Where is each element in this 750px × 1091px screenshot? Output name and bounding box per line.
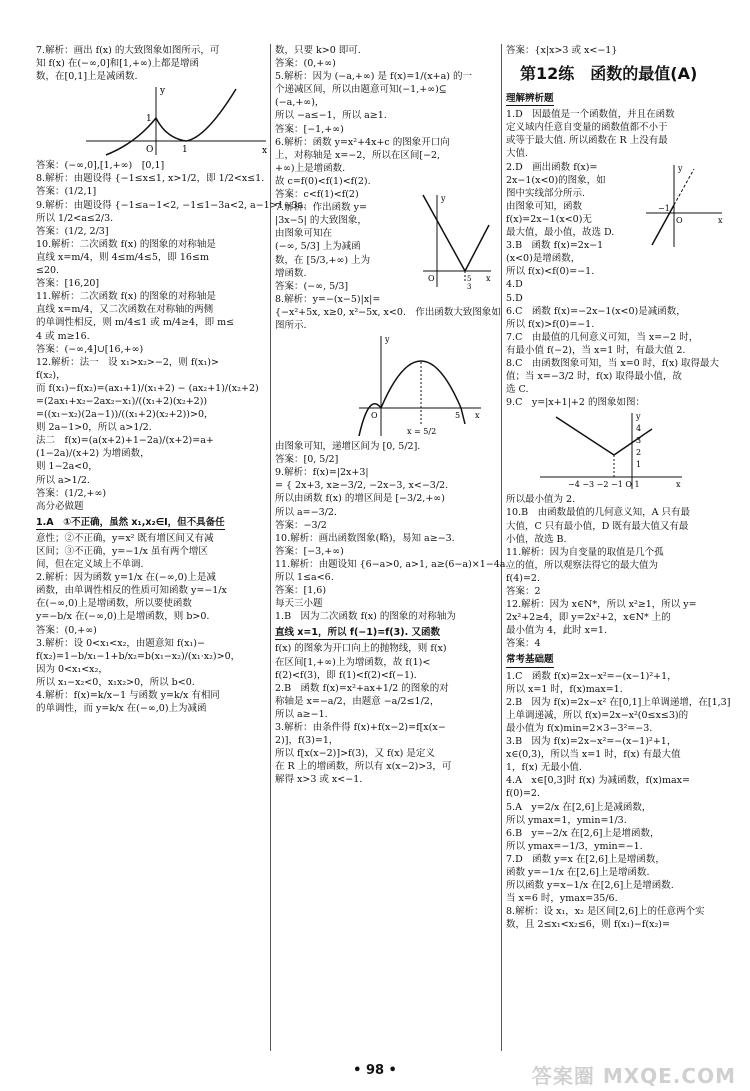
text-line: 答案：[1,6) (275, 585, 327, 597)
text-line: 数，且 2≤x₁<x₂≤6，则 f(x₁)−f(x₂)= (506, 919, 670, 931)
text-line: 函数，由单调性相反的性质可知函数 y=−1/x (36, 585, 227, 597)
col1-block-a (36, 44, 266, 83)
graph-q7 (76, 83, 276, 159)
text-line: 5.D (506, 292, 523, 304)
page-number: • 98 • (353, 1062, 397, 1078)
text-line: 4.A x∈[0,3]时 f(x) 为减函数，f(x)max= (506, 775, 690, 787)
text-line: = { 2x+3, x≥−3/2, −2x−3, x<−3/2. (275, 480, 449, 492)
text-line: 2)]，f(3)=1， (275, 735, 339, 747)
x-label: x (676, 480, 681, 490)
text-line: (1−2a)/(x+2) 为增函数， (36, 448, 150, 460)
text-line: 所以 f(x)>f(0)=−1. (506, 318, 595, 330)
text-line: 5.A y=2/x 在[2,6]上是减函数， (506, 801, 652, 813)
text-line: =(2ax₁+x₂−2ax₂−x₁)/((x₁+2)(x₂+2)) (36, 395, 208, 407)
text-line: 选 C. (506, 384, 529, 396)
origin-label: O (146, 145, 154, 156)
text-line: 直线 x=m/4，则 4≤m/4≤5，即 16≤m (36, 251, 209, 263)
text-line: 增函数. (275, 267, 307, 279)
text-line: 11.解析：二次函数 f(x) 的图象的对称轴是 (36, 291, 216, 303)
text-line: 函数 y=−1/x 在[2,6]上是增函数. (506, 866, 650, 878)
text-line: 图中实线部分所示. (506, 187, 586, 199)
text-line: 7.解析：画出 f(x) 的大致图象如图所示，可 (36, 45, 220, 56)
text-line: 1.C 函数 f(x)=2x−x²=−(x−1)²+1， (506, 670, 677, 682)
text-line: 所以 1/2<a≤2/3. (36, 212, 114, 224)
text-line: f(2)<f(3)，即 f(1)<f(2)<f(−1). (275, 669, 417, 681)
text-line: 11.解析：由题设知 {6−a>0, a>1, a≥(6−a)×1−4a. (275, 558, 509, 570)
text-line: 的单调性相反，则 m/4≤1 或 m/4≥4，即 m≤ (36, 317, 235, 329)
origin-label: O (371, 411, 378, 421)
text-line: 6.C 函数 f(x)=−2x−1(x<0)是减函数， (506, 305, 686, 317)
curve-right (381, 361, 465, 424)
text-line: 答案：{x|x>3 或 x<−1} (506, 45, 618, 56)
tick-labels: −4 −3 −2 −1 O 1 (568, 480, 640, 490)
text-line: 直线 x=m/4，又二次函数在对称轴的两侧 (36, 304, 214, 316)
text-line: 大值. (506, 148, 529, 160)
section-heading: 理解辨析题 (506, 92, 554, 106)
text-line: 由图象可知在 (275, 228, 333, 240)
text-line: x∈(0,3)，所以当 x=1 时，f(x) 有最大值 (506, 749, 681, 761)
graph-q7-abs (419, 191, 495, 291)
text-line: 2.B 因为 f(x)=2x−x² 在[0,1]上单调递增，在[1,3] (506, 696, 731, 708)
origin-label: O (428, 274, 435, 284)
text-line: 4 或 m≥16. (36, 330, 90, 342)
y-label: y (160, 86, 166, 97)
text-line: 7.D 函数 y=x 在[2,6]上是增函数， (506, 853, 665, 865)
text-line: 当 x=6 时，ymax=35/6. (506, 893, 618, 905)
text-line: 解得 x>3 或 x<−1. (275, 774, 363, 786)
text-line: 9.C y=|x+1|+2 的图象如图： (506, 397, 645, 409)
tick-label: 2 (636, 448, 642, 458)
text-line: 小值，故选 B. (506, 533, 567, 545)
text-line: 在 R 上的增函数，所以有 x(x−2)>3，可 (275, 761, 452, 773)
text-line: 法二 f(x)=(a(x+2)+1−2a)/(x+2)=a+ (36, 435, 214, 447)
text-line: 答案：[−1,+∞) (275, 123, 344, 135)
text-line: 在(−∞,0)上是增函数，所以要使函数 (36, 598, 192, 610)
origin-label: O (676, 215, 683, 225)
text-line: 3.B 因为 f(x)=2x−x²=−(x−1)²+1， (506, 736, 677, 748)
text-line: 7.解析：作出函数 y= (275, 202, 367, 214)
text-line: 答案：(0,+∞) (36, 624, 97, 636)
text-line: +∞)上是增函数. (275, 162, 346, 174)
axis-annotation: x = 5/2 (407, 427, 437, 437)
text-line: 8.C 由函数图象可知，当 x=0 时，f(x) 取得最大 (506, 357, 720, 369)
text-line: 数，在 [5/3,+∞) 上为 (275, 254, 371, 266)
text-line: 而 f(x₁)−f(x₂)=(ax₁+1)/(x₁+2) − (ax₂+1)/(x₂+2) (36, 382, 259, 394)
dashed-line (674, 169, 694, 205)
tick-label: 3 (636, 436, 642, 446)
text-line: 3.B 函数 f(x)=2x−1 (506, 240, 604, 252)
text-line: 最大值，最小值，故选 D. (506, 227, 615, 239)
column-divider (501, 44, 502, 1051)
text-line: 则 2a−1>0，所以 a>1/2. (36, 422, 152, 434)
x-label: x (262, 146, 268, 157)
text-line: 大值，C 只有最小值，D 既有最大值又有最 (506, 520, 689, 532)
text-line: 立的值，所以观察法得它的最大值为 (506, 559, 659, 571)
tick-label: 4 (636, 424, 642, 434)
text-line: 称轴是 x=−a/2，由题意 −a/2≤1/2， (275, 695, 440, 707)
text-line: 答案：(1/2,1] (36, 186, 97, 198)
text-line: 所以函数 y=x−1/x 在[2,6]上是增函数. (506, 880, 674, 892)
text-line: 答案：−3/2 (275, 519, 327, 531)
text-line: 所以 ymax=1，ymin=1/3. (506, 814, 627, 826)
text-line: 答案：4 (506, 638, 541, 650)
text-line: f(4)=2. (506, 572, 540, 584)
text-line: 因为 0<x₁<x₂， (36, 663, 108, 675)
text-line: 由图象可知，函数 (506, 200, 583, 212)
text-line: 知 f(x) 在(−∞,0]和[1,+∞)上都是增函 (36, 58, 200, 70)
text-line: 2.D 画出函数 f(x)= (506, 161, 598, 173)
text-line: 上单调递减，所以 f(x)=2x−x²(0≤x≤3)的 (506, 709, 689, 721)
watermark: 答案圈 MXQE.COM (531, 1063, 736, 1088)
text-line: {−x²+5x, x≥0, x²−5x, x<0. 作出函数大致图象如 (275, 306, 501, 318)
tick-label: 5 (455, 411, 461, 421)
tick-label: 1 (636, 460, 642, 470)
text-line: 在区间[1,+∞)上为增函数，故 f(1)< (275, 656, 431, 668)
text-line: y=−b/x 在(−∞,0)上是增函数，则 b>0. (36, 611, 210, 623)
text-line: 所以 a=−3/2. (275, 506, 337, 518)
text-line: 图所示. (275, 319, 307, 331)
text-line: 答案：[−3,+∞) (275, 545, 344, 557)
text-line: 1.B 因为二次函数 f(x) 的图象的对称轴为 (275, 611, 456, 623)
graph-q9 (536, 409, 686, 493)
text-line: 10.B 由函数最值的几何意义知，A 只有最 (506, 507, 690, 519)
text-line: 4.解析：f(x)=k/x−1 与函数 y=k/x 有相同 (36, 690, 220, 702)
text-line: 所以 −a≤−1，所以 a≥1. (275, 110, 387, 122)
text-line: 8.解析：设 x₁，x₂ 是区间[2,6]上的任意两个实 (506, 906, 705, 918)
text-line: (−a,+∞)， (275, 97, 325, 109)
graph-q2 (642, 161, 726, 249)
text-line: ≤20. (36, 265, 60, 277)
text-line: 8.解析：由题设得 {−1≤x≤1, x>1/2，即 1/2<x≤1. (36, 173, 265, 185)
text-line: 所以 f[x(x−2)]>f(3)，又 f(x) 是定义 (275, 748, 435, 760)
y-label: y (678, 163, 683, 173)
text-line: 数，在[0,1]上是减函数. (36, 71, 138, 83)
text-line: (−∞, 5/3] 上为减函 (275, 241, 361, 253)
text-line: 8.解析：y=−(x−5)|x|= (275, 293, 381, 305)
text-line: 间，但在定义域上不单调. (36, 559, 144, 571)
text-line: 12.解析：因为 x∈N*，所以 x²≥1，所以 y= (506, 599, 697, 611)
text-line: 所以 ymax=−1/3，ymin=−1. (506, 840, 643, 852)
x-label: x (718, 215, 723, 225)
text-line: 的单调性，而 y=k/x 在(−∞,0)上为减函 (36, 703, 207, 715)
curve-left (359, 404, 381, 436)
text-line: 答案：[0, 5/2] (275, 454, 339, 466)
text-line: 所以 x₁−x₂<0，x₁x₂>0，所以 b<0. (36, 676, 195, 688)
text-line: =((x₁−x₂)(2a−1))/((x₁+2)(x₂+2))>0， (36, 409, 214, 421)
text-line: 答案：(−∞,0],[1,+∞) [0,1] (36, 160, 165, 172)
text-line: 最小值为 4，此时 x=1. (506, 625, 607, 637)
tick-label: −1 (658, 203, 670, 213)
column-divider (270, 44, 271, 1051)
text-line: 11.解析：因为自变量的取值是几个孤 (506, 546, 664, 558)
text-line: 故 c=f(0)<f(1)<f(2). (275, 175, 371, 187)
x-label: x (486, 274, 491, 284)
text-line: 最小值为 f(x)min=2×3−3²=−3. (506, 722, 653, 734)
tick-label: 1 (182, 145, 188, 156)
text-line: 2x−1(x<0)的图象，如 (506, 174, 606, 186)
tick-numerator: 5 (467, 275, 472, 284)
section-heading: 常考基础题 (506, 653, 554, 667)
text-line: 区间；③不正确，y=−1/x 虽有两个增区 (36, 546, 208, 557)
text-line: 答案：(1/2, 2/3] (36, 225, 109, 237)
y-label: y (441, 194, 446, 204)
text-line: 由图象可知，递增区间为 [0, 5/2]. (275, 441, 421, 453)
text-line: 答案：(−∞,4]∪[16,+∞) (36, 343, 144, 355)
text-line: 6.B y=−2/x 在[2,6]上是增函数， (506, 827, 660, 839)
text-line: 所以 a≥−1. (275, 708, 328, 720)
text-line: 定义域内任意自变量的函数值都不小于 (506, 122, 668, 134)
text-line: 个递减区间，所以由题意可知(−1,+∞)⊆ (275, 84, 447, 96)
text-line: f(0)=2. (506, 788, 540, 800)
text-line: f(x₂)， (36, 369, 66, 381)
text-line: 4.D (506, 279, 523, 291)
text-line: f(x₂)=1−b/x₁−1+b/x₂=b(x₁−x₂)/(x₁·x₂)>0， (36, 650, 241, 662)
text-line: 有最小值 f(−2)，当 x=1 时，有最大值 2. (506, 344, 686, 356)
text-line: 9.解析：f(x)=|2x+3| (275, 467, 369, 479)
text-line: 意性；②不正确，y=x² 既有增区间又有减 (36, 532, 214, 544)
text-line: 或等于最大值. 所以函数在 R 上没有最 (506, 135, 668, 147)
x-label: x (475, 411, 480, 421)
text-line: 答案：[16,20] (36, 278, 100, 290)
text-line: 答案：2 (506, 586, 541, 597)
v-curve (423, 195, 489, 271)
text-line: 1.D 因最值是一个函数值，并且在函数 (506, 109, 675, 121)
text-line: 9.解析：由题设得 {−1≤a−1<2, −1≤1−3a<2, a−1>1−3a. (36, 199, 307, 211)
text-line: 所以由函数 f(x) 的增区间是 [−3/2,+∞) (275, 493, 445, 505)
section-heading: 1.A ①不正确，虽然 x₁,x₂∈I，但不具备任 (36, 516, 225, 530)
text-line: f(x)=2x−1(x<0)无 (506, 213, 592, 225)
graph-q8 (355, 332, 485, 440)
text-line: 答案：(−∞, 5/3] (275, 280, 349, 292)
text-line: 答案：(1/2,+∞) (36, 487, 107, 499)
curve (106, 89, 236, 155)
text-line: 10.解析：二次函数 f(x) 的图象的对称轴是 (36, 238, 216, 250)
text-line: 所以 x=1 时，f(x)max=1. (506, 683, 623, 695)
text-line: 5.解析：因为 (−a,+∞) 是 f(x)=1/(x+a) 的一 (275, 71, 472, 83)
text-line: 高分必做题 (36, 500, 84, 512)
text-line: 数，只要 k>0 即可. (275, 45, 361, 56)
section-heading: 直线 x=1，所以 f(−1)=f(3). 又函数 (275, 626, 440, 640)
text-line: f(x) 的图象为开口向上的抛物线，则 f(x) (275, 643, 447, 655)
text-line: 2x²+2≥4，即 y=2x²+2，x∈N* 上的 (506, 612, 671, 624)
text-line: 所以最小值为 2. (506, 494, 576, 506)
text-line: 3.解析：设 0<x₁<x₂，由题意知 f(x₁)− (36, 637, 205, 649)
y-label: y (385, 335, 390, 345)
text-line: 12.解析：法一 设 x₁>x₂>−2，则 f(x₁)> (36, 356, 219, 368)
text-line: 上，对称轴是 x=−2，所以在区间[−2, (275, 149, 441, 161)
text-line: 答案：c<f(1)<f(2) (275, 189, 359, 201)
y-label: y (636, 412, 641, 422)
text-line: 则 1−2a<0， (36, 461, 98, 473)
text-line: 7.C 由最值的几何意义可知，当 x=−2 时， (506, 331, 699, 343)
text-line: 10.解析：画出函数图象(略)，易知 a≥−3. (275, 532, 455, 544)
text-line: 所以 1≤a<6. (275, 572, 334, 583)
text-line: 2.B 函数 f(x)=x²+ax+1/2 的图象的对 (275, 682, 449, 694)
page-title: 第12练 函数的最值(A) (520, 64, 698, 84)
text-line: 6.解析：函数 y=x²+4x+c 的图象开口向 (275, 136, 450, 148)
text-line: 每天三小题 (275, 598, 323, 610)
tick-denominator: 3 (467, 283, 472, 292)
column-2 (275, 44, 509, 787)
text-line: |3x−5| 的大致图象， (275, 215, 367, 227)
text-line: 3.解析：由条件得 f(x)+f(x−2)=f[x(x− (275, 722, 446, 734)
text-line: 2.解析：因为函数 y=1/x 在(−∞,0)上是减 (36, 572, 216, 584)
column-3 (506, 44, 732, 931)
text-line: 答案：(0,+∞) (275, 58, 336, 70)
text-line: (x<0)是增函数， (506, 253, 581, 265)
text-line: 所以 f(x)<f(0)=−1. (506, 266, 595, 278)
tick-label: 1 (146, 114, 152, 125)
text-line: 1，f(x) 无最小值. (506, 762, 582, 774)
text-line: 所以 a>1/2. (36, 474, 90, 486)
text-line: 值；当 x=−3/2 时，f(x) 取得最小值，故 (506, 371, 682, 383)
q2-block (506, 161, 732, 279)
